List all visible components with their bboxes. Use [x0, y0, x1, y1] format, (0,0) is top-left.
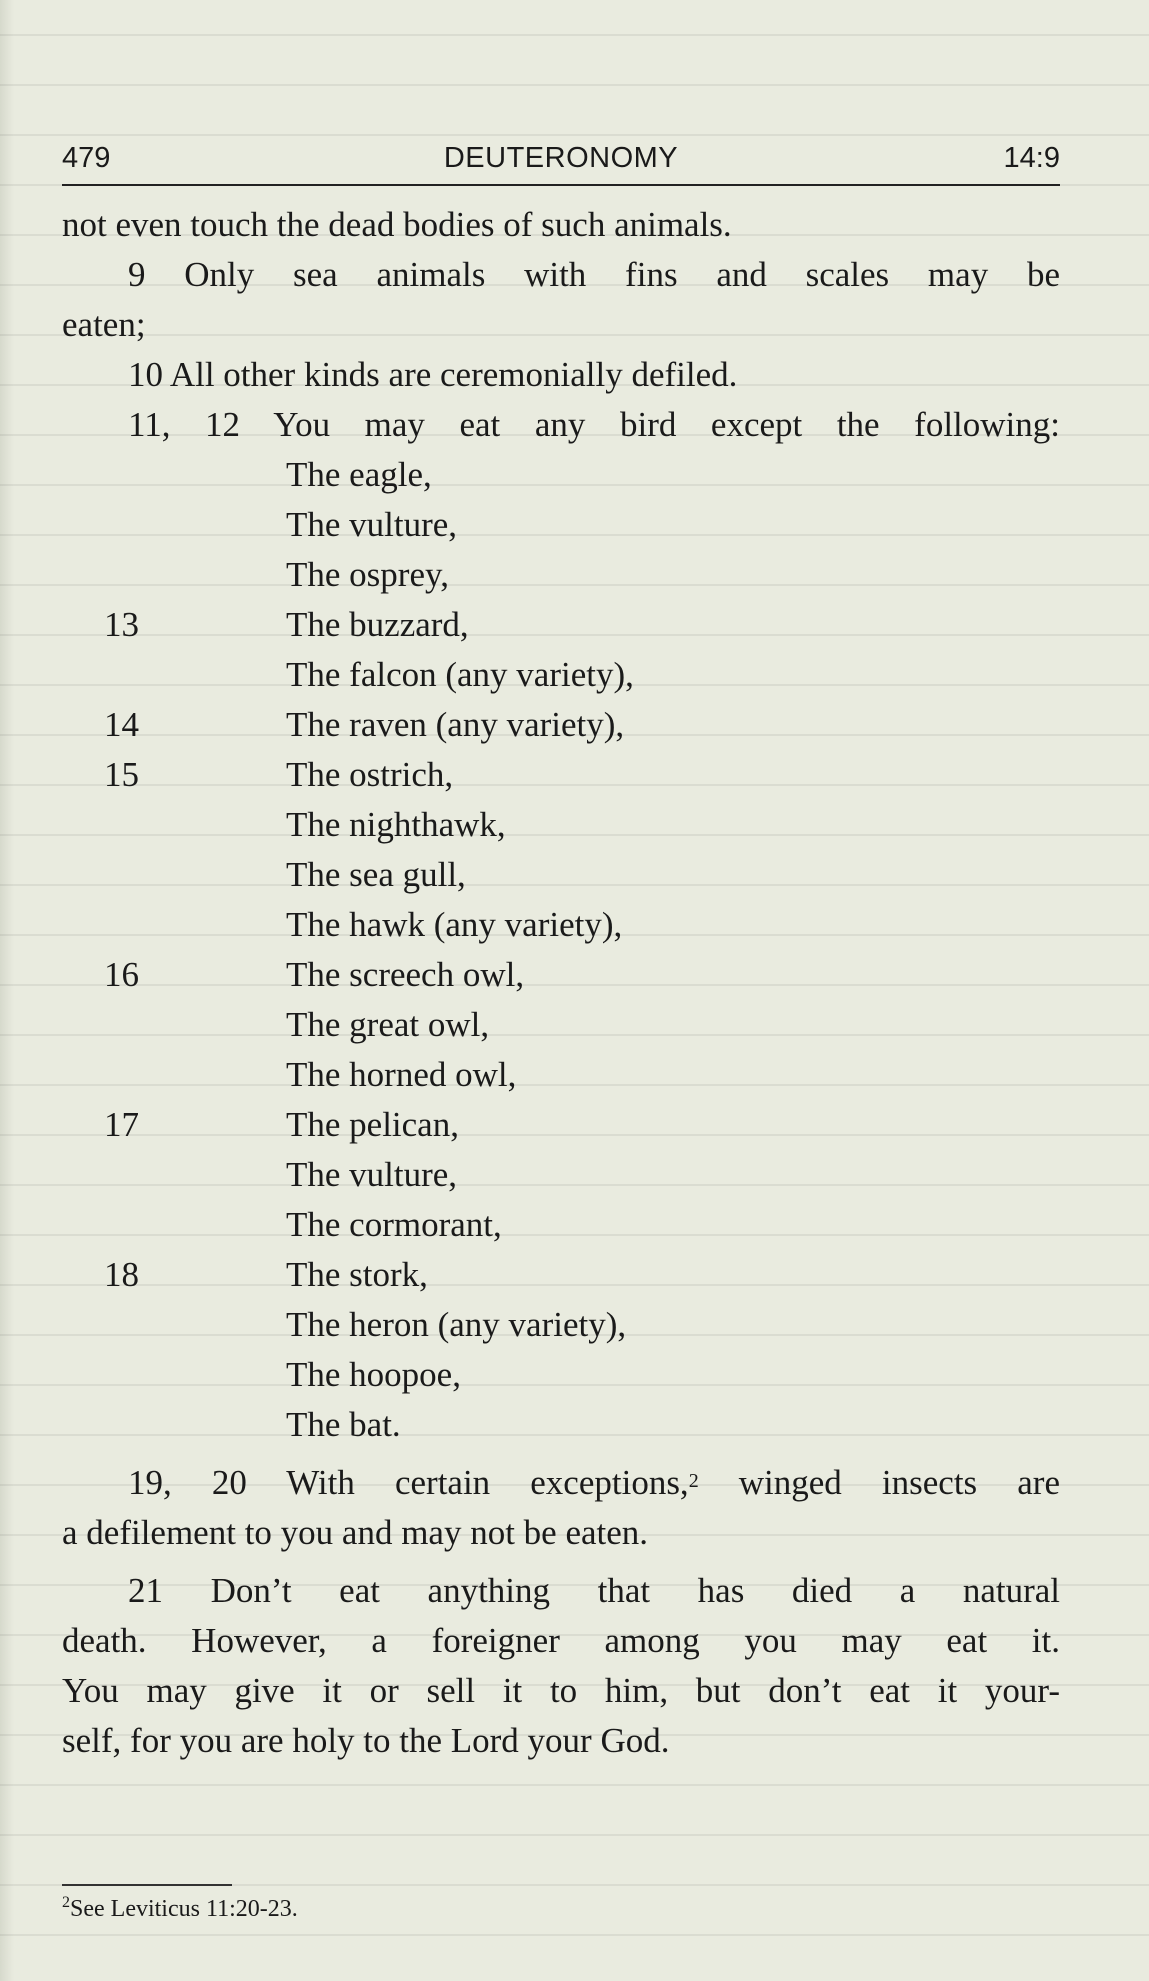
bird-list-row: [62, 750, 1060, 800]
bird-list-row: [62, 600, 1060, 650]
running-header: [62, 138, 1060, 178]
bird-name: The eagle,: [286, 455, 432, 494]
scripture-text: [62, 200, 1060, 1766]
verse-10-line: 10 All other kinds are ceremonially defiled.: [128, 355, 738, 394]
bird-list-row: [62, 1250, 1060, 1300]
bird-list: [62, 450, 1060, 1450]
bird-name: The sea gull,: [286, 855, 466, 894]
bird-name: The cormorant,: [286, 1205, 502, 1244]
text-line: death. However, a foreigner among you may eat it.: [62, 1621, 1060, 1660]
bird-list-row: [62, 1200, 1060, 1250]
text-line: eaten;: [62, 305, 146, 344]
verse-11-12-line: 11, 12 You may eat any bird except the following:: [128, 405, 1060, 444]
verse-19-20-line: 19, 20 With certain exceptions,$^2$ winged insects are: [128, 1463, 1060, 1502]
footnote-number: 2: [62, 1894, 70, 1911]
bird-list-row: [62, 650, 1060, 700]
bird-name: The horned owl,: [286, 1055, 517, 1094]
bird-name: The heron (any variety),: [286, 1305, 627, 1344]
bird-list-row: [62, 450, 1060, 500]
bird-name: The raven (any variety),: [286, 705, 625, 744]
text-line: self, for you are holy to the Lord your God.: [62, 1721, 670, 1760]
bird-name: The ostrich,: [286, 755, 454, 794]
bird-name: The falcon (any variety),: [286, 655, 634, 694]
bird-list-row: [62, 1350, 1060, 1400]
footnote-marker: 2: [688, 1470, 699, 1492]
bird-list-row: [62, 950, 1060, 1000]
bird-list-row: [62, 500, 1060, 550]
bird-list-row: [62, 1150, 1060, 1200]
bird-name: The osprey,: [286, 555, 449, 594]
footnote-rule: [62, 1884, 232, 1886]
footnote-text: See Leviticus 11:20-23.: [70, 1896, 298, 1922]
bird-list-row: [62, 1000, 1060, 1050]
bird-name: The stork,: [286, 1255, 428, 1294]
bird-name: The vulture,: [286, 505, 458, 544]
bird-name: The screech owl,: [286, 955, 525, 994]
bird-list-row: [62, 1400, 1060, 1450]
verse-9-line: 9 Only sea animals with fins and scales may be: [128, 255, 1060, 294]
bird-name: The hoopoe,: [286, 1355, 461, 1394]
bird-list-row: [62, 550, 1060, 600]
page-number: 479: [62, 142, 111, 174]
book-title: DEUTERONOMY: [443, 142, 679, 174]
bird-name: The great owl,: [286, 1005, 490, 1044]
footnote: [62, 1896, 298, 1923]
verse-21-line: 21 Don’t eat anything that has died a natural: [128, 1571, 1060, 1610]
verse-number: 16: [104, 955, 139, 994]
bird-name: The bat.: [286, 1405, 401, 1444]
bird-name: The buzzard,: [286, 605, 469, 644]
verse-number: 18: [104, 1255, 139, 1294]
bird-name: The nighthawk,: [286, 805, 506, 844]
bird-list-row: [62, 800, 1060, 850]
verse-number: 17: [104, 1105, 139, 1144]
verse-number: 14: [104, 705, 139, 744]
chapter-verse-reference: 14:9: [1003, 142, 1060, 174]
bird-name: The vulture,: [286, 1155, 458, 1194]
bird-list-row: [62, 1050, 1060, 1100]
page-edge: [0, 0, 14, 1981]
bird-name: The pelican,: [286, 1105, 459, 1144]
verse-number: 13: [104, 605, 139, 644]
bird-list-row: [62, 900, 1060, 950]
text-line: You may give it or sell it to him, but don’t eat it your-: [62, 1671, 1060, 1710]
bird-list-row: [62, 700, 1060, 750]
verse-number: 15: [104, 755, 139, 794]
bird-list-row: [62, 1100, 1060, 1150]
bird-name: The hawk (any variety),: [286, 905, 623, 944]
bird-list-row: [62, 850, 1060, 900]
bird-list-row: [62, 1300, 1060, 1350]
text-line: not even touch the dead bodies of such animals.: [62, 205, 732, 244]
header-rule: [62, 184, 1060, 186]
text-line: a defilement to you and may not be eaten.: [62, 1513, 649, 1552]
